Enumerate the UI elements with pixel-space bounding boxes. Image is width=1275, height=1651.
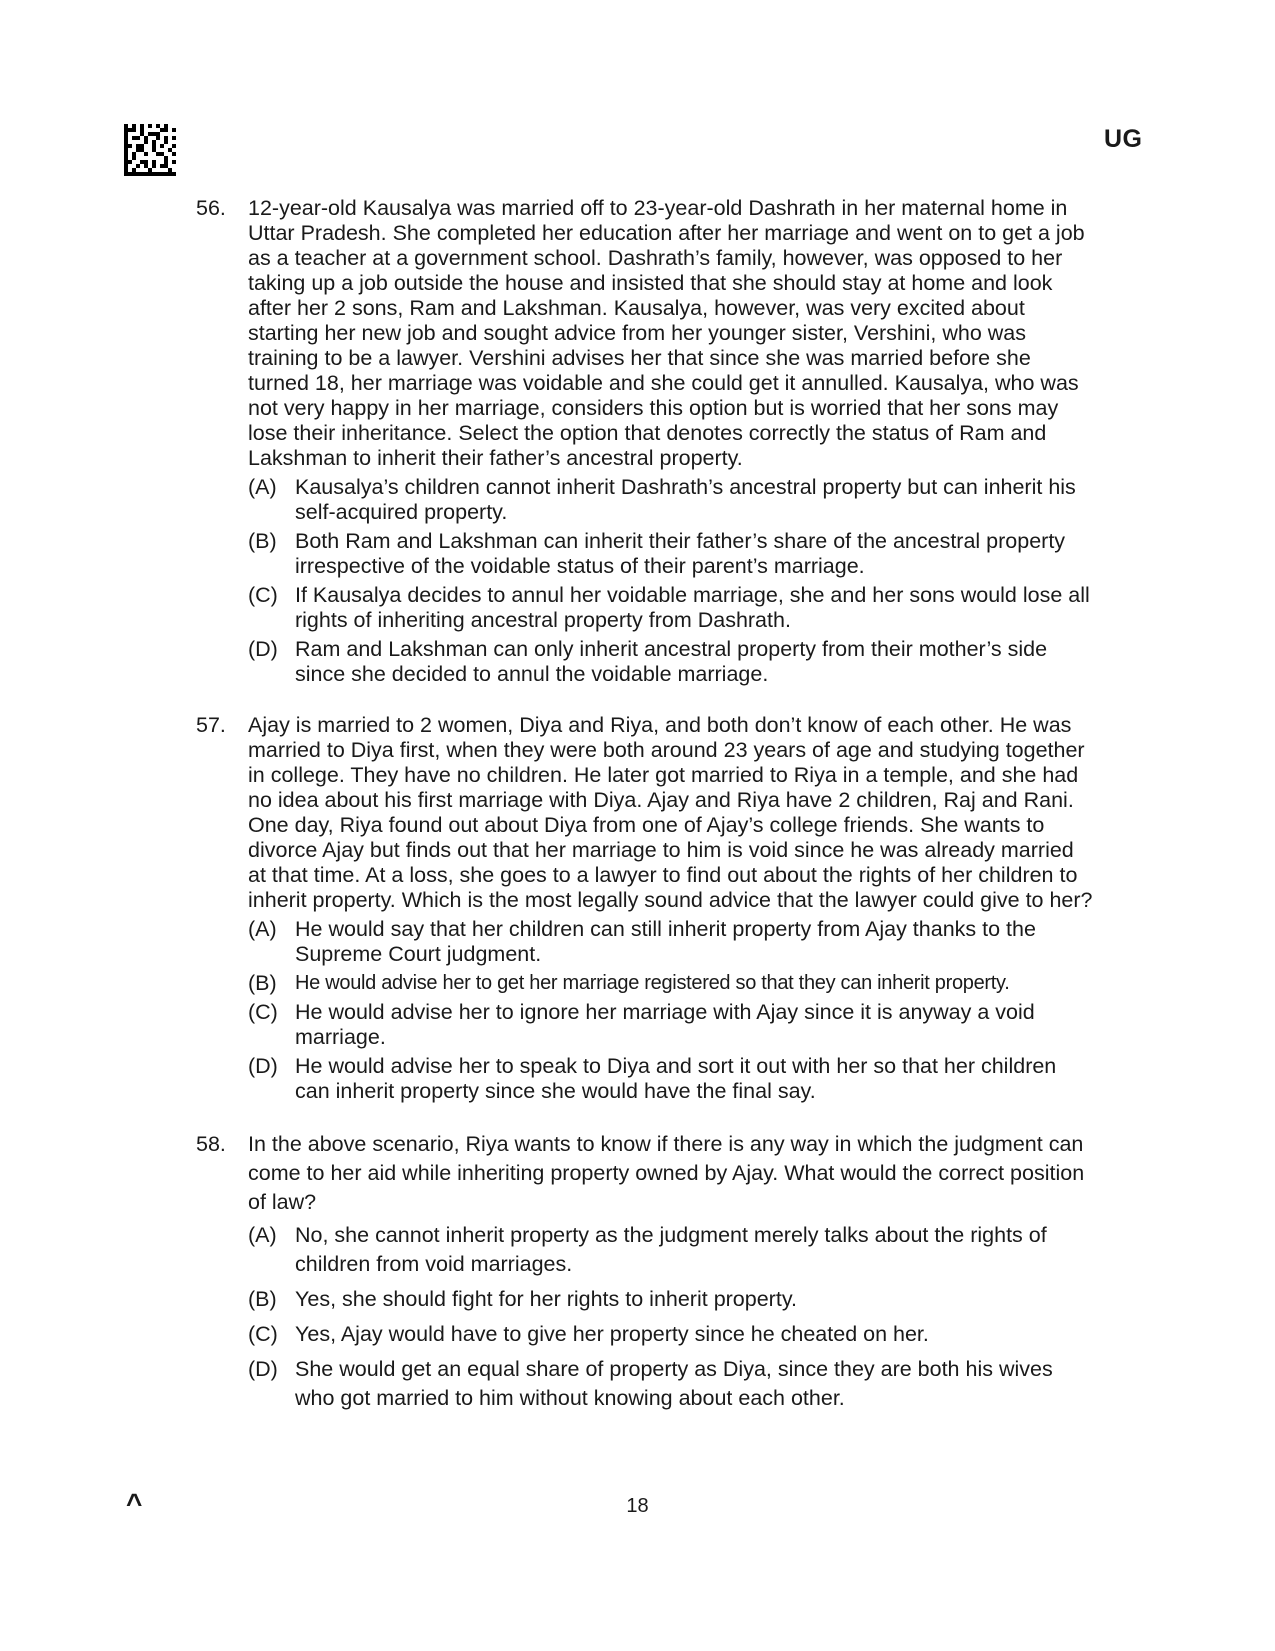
option-label: (B) — [248, 971, 277, 995]
page-number: 18 — [626, 1495, 649, 1517]
option-text: Both Ram and Lakshman can inherit their father’s share of the ancestral property irrespective of the voidable status of their parent’s marriage. — [295, 529, 1066, 578]
question-text: 12-year-old Kausalya was married off to 23-year-old Dashrath in her maternal home in Uttar Pradesh. She completed her education after her marriage and went on to get a job as a teacher at a government school. Dashrath’s family, however, was opposed to her taking up a job outside the house and insisted that she should stay at home and look after her 2 sons, Ram and Lakshman. Kausalya, however, was very excited about starting her new job and sought advice from her younger sister, Vershini, who was training to be a lawyer. Vershini advises her that since she was married before she turned 18, her marriage was voidable and she could get it annulled. Kausalya, who was not very happy in her marriage, considers this option but is worried that her sons may lose their inheritance. Select the option that denotes correctly the status of Ram and Lakshman to inherit their father’s ancestral property. — [248, 196, 1085, 470]
datamatrix-code — [124, 124, 176, 176]
option-text: She would get an equal share of property as Diya, since they are both his wives who got married to him without knowing about each other. — [295, 1357, 1053, 1410]
option-d — [248, 1054, 1096, 1104]
question-number: 57. — [196, 713, 226, 737]
option-label: (A) — [248, 917, 277, 941]
option-label: (C) — [248, 583, 278, 607]
option-text: If Kausalya decides to annul her voidable marriage, she and her sons would lose all rights of inheriting ancestral property from Dashrath. — [295, 583, 1090, 632]
question-number: 56. — [196, 196, 226, 220]
option-text: Kausalya’s children cannot inherit Dashrath’s ancestral property but can inherit his self-acquired property. — [295, 475, 1076, 524]
question-list — [196, 196, 1096, 1439]
option-text: He would advise her to ignore her marriage with Ajay since it is anyway a void marriage. — [295, 1000, 1035, 1049]
option-label: (C) — [248, 1322, 278, 1346]
option-list — [248, 917, 1096, 1104]
option-d — [248, 1355, 1096, 1413]
option-a — [248, 475, 1096, 525]
option-label: (D) — [248, 637, 278, 661]
question-56 — [196, 196, 1096, 687]
paper-code: UG — [1104, 125, 1143, 153]
option-label: (D) — [248, 1357, 278, 1381]
option-label: (B) — [248, 529, 277, 553]
option-a — [248, 1221, 1096, 1279]
option-text: Yes, Ajay would have to give her property since he cheated on her. — [295, 1322, 929, 1346]
option-a — [248, 917, 1096, 967]
option-b — [248, 529, 1096, 579]
option-text: He would advise her to get her marriage registered so that they can inherit property. — [295, 972, 1010, 994]
option-label: (A) — [248, 1223, 277, 1247]
option-label: (C) — [248, 1000, 278, 1024]
option-label: (D) — [248, 1054, 278, 1078]
caret-up-icon: ^ — [126, 1488, 143, 1519]
option-text: He would advise her to speak to Diya and sort it out with her so that her children can inherit property since she would have the final say. — [295, 1054, 1057, 1103]
option-b — [248, 971, 1096, 996]
option-b — [248, 1285, 1096, 1314]
option-list — [248, 475, 1096, 687]
option-c — [248, 1000, 1096, 1050]
option-text: No, she cannot inherit property as the judgment merely talks about the rights of children from void marriages. — [295, 1223, 1047, 1276]
option-c — [248, 1320, 1096, 1349]
question-text: Ajay is married to 2 women, Diya and Riya, and both don’t know of each other. He was married to Diya first, when they were both around 23 years of age and studying together in college. They have no children. He later got married to Riya in a temple, and she had no idea about his first marriage with Diya. Ajay and Riya have 2 children, Raj and Rani. One day, Riya found out about Diya from one of Ajay’s college friends. She wants to divorce Ajay but finds out that her marriage to him is void since he was already married at that time. At a loss, she goes to a lawyer to find out about the rights of her children to inherit property. Which is the most legally sound advice that the lawyer could give to her? — [248, 713, 1093, 912]
question-number: 58. — [196, 1132, 226, 1156]
option-c — [248, 583, 1096, 633]
option-text: He would say that her children can still inherit property from Ajay thanks to the Supreme Court judgment. — [295, 917, 1036, 966]
option-d — [248, 637, 1096, 687]
question-text: In the above scenario, Riya wants to know if there is any way in which the judgment can come to her aid while inheriting property owned by Ajay. What would the correct position of law? — [248, 1132, 1085, 1214]
option-label: (A) — [248, 475, 277, 499]
option-text: Ram and Lakshman can only inherit ancestral property from their mother’s side since she decided to annul the voidable marriage. — [295, 637, 1048, 686]
option-label: (B) — [248, 1287, 277, 1311]
option-text: Yes, she should fight for her rights to inherit property. — [295, 1287, 797, 1311]
option-list — [248, 1221, 1096, 1413]
question-57 — [196, 713, 1096, 1104]
question-58 — [196, 1130, 1096, 1413]
